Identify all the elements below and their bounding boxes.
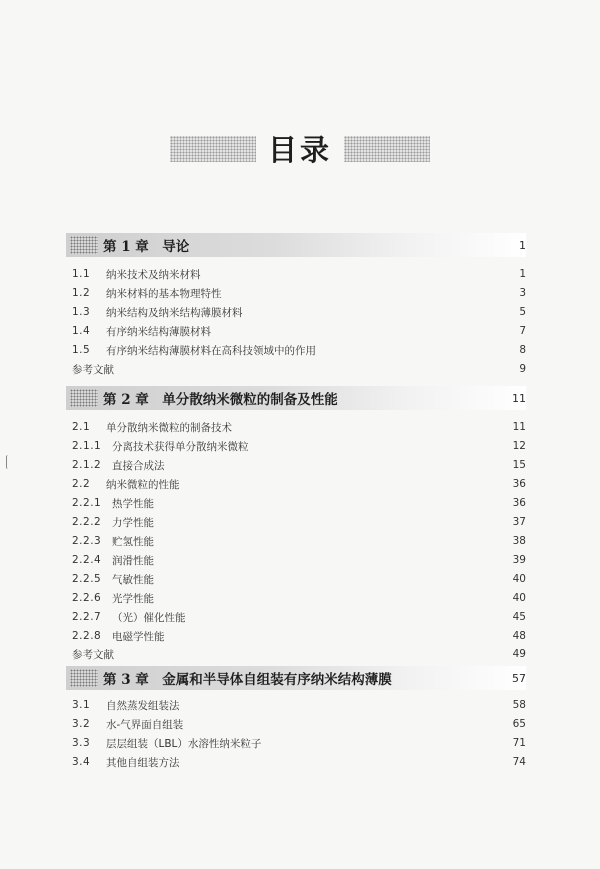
entry-title: 光学性能 — [112, 592, 154, 605]
entry-number: 2.2.5 — [72, 573, 102, 585]
toc-entry — [72, 627, 526, 645]
entry-page: 36 — [512, 497, 526, 509]
entry-page: 38 — [512, 535, 526, 547]
entry-title: 参考文献 — [72, 648, 114, 661]
entry-page: 37 — [512, 516, 526, 528]
toc-entry — [72, 341, 526, 359]
entry-title: 参考文献 — [72, 363, 114, 376]
entry-page: 45 — [512, 611, 526, 623]
entry-title: 分离技术获得单分散纳米微粒 — [112, 440, 249, 453]
entry-page: 9 — [519, 363, 526, 375]
chapter-page: 57 — [512, 671, 526, 685]
entry-number: 3.1 — [72, 699, 91, 711]
title-dot-band-left — [170, 136, 256, 162]
entry-title: 纳米微粒的性能 — [106, 478, 180, 491]
toc-entry — [72, 303, 526, 321]
entry-number: 2.2.2 — [72, 516, 102, 528]
entry-title: 层层组装（LBL）水溶性纳米粒子 — [106, 737, 262, 750]
entry-number: 2.1.1 — [72, 440, 102, 452]
entry-page: 36 — [512, 478, 526, 490]
entry-page: 11 — [512, 421, 526, 433]
entry-title: 其他自组装方法 — [106, 756, 180, 769]
entry-title: 贮氢性能 — [112, 535, 154, 548]
entry-title: 电磁学性能 — [112, 630, 165, 643]
chapter-label: 第 3 章 金属和半导体自组装有序纳米结构薄膜 — [103, 672, 392, 688]
toc-entry-references — [72, 645, 526, 663]
entry-title: （光）催化性能 — [112, 611, 186, 624]
toc-entry — [72, 608, 526, 626]
entry-page: 39 — [512, 554, 526, 566]
entry-number: 2.2.4 — [72, 554, 102, 566]
entry-title: 气敏性能 — [112, 573, 154, 586]
entry-page: 5 — [519, 306, 526, 318]
entry-title: 直接合成法 — [112, 459, 165, 472]
chapter-label: 第 1 章 导论 — [103, 239, 190, 255]
entry-title: 力学性能 — [112, 516, 154, 529]
entry-page: 8 — [519, 344, 526, 356]
entry-page: 12 — [512, 440, 526, 452]
entry-page: 71 — [512, 737, 526, 749]
entry-number: 3.4 — [72, 756, 91, 768]
toc-entry — [72, 265, 526, 283]
entry-page: 74 — [512, 756, 526, 768]
entry-page: 40 — [512, 573, 526, 585]
entry-number: 1.1 — [72, 268, 91, 280]
chapter-heading — [66, 666, 526, 690]
entry-number: 3.2 — [72, 718, 91, 730]
entry-number: 1.2 — [72, 287, 91, 299]
entry-title: 自然蒸发组装法 — [106, 699, 180, 712]
entry-title: 水-气界面自组装 — [106, 718, 184, 731]
entry-number: 1.4 — [72, 325, 91, 337]
entry-title: 纳米结构及纳米结构薄膜材料 — [106, 306, 243, 319]
chapter-page: 1 — [519, 238, 526, 252]
toc-entry — [72, 696, 526, 714]
entry-page: 40 — [512, 592, 526, 604]
chapter-dot-marker — [70, 236, 98, 254]
toc-entry — [72, 437, 526, 455]
entry-title: 纳米技术及纳米材料 — [106, 268, 201, 281]
entry-number: 2.1 — [72, 421, 91, 433]
title-dot-band-right — [344, 136, 430, 162]
chapter-dot-marker — [70, 389, 98, 407]
page-edge-mark — [6, 455, 10, 469]
toc-entry — [72, 494, 526, 512]
entry-page: 7 — [519, 325, 526, 337]
toc-entry — [72, 734, 526, 752]
entry-title: 纳米材料的基本物理特性 — [106, 287, 222, 300]
entry-page: 3 — [519, 287, 526, 299]
toc-entry — [72, 532, 526, 550]
entry-number: 2.1.2 — [72, 459, 102, 471]
toc-entry — [72, 475, 526, 493]
chapter-heading — [66, 386, 526, 410]
toc-entry — [72, 715, 526, 733]
entry-title: 有序纳米结构薄膜材料 — [106, 325, 211, 338]
entry-title: 有序纳米结构薄膜材料在高科技领域中的作用 — [106, 344, 316, 357]
entry-title: 热学性能 — [112, 497, 154, 510]
toc-entry — [72, 284, 526, 302]
entry-number: 2.2.6 — [72, 592, 102, 604]
chapter-page: 11 — [512, 391, 526, 405]
entry-page: 15 — [512, 459, 526, 471]
toc-entry — [72, 570, 526, 588]
entry-page: 48 — [512, 630, 526, 642]
entry-number: 1.5 — [72, 344, 91, 356]
chapter-heading — [66, 233, 526, 257]
toc-entry — [72, 418, 526, 436]
chapter-label: 第 2 章 单分散纳米微粒的制备及性能 — [103, 392, 338, 408]
chapter-dot-marker — [70, 669, 98, 687]
entry-number: 1.3 — [72, 306, 91, 318]
entry-page: 1 — [519, 268, 526, 280]
toc-entry — [72, 753, 526, 771]
toc-entry — [72, 551, 526, 569]
entry-number: 2.2 — [72, 478, 91, 490]
entry-page: 65 — [512, 718, 526, 730]
entry-number: 2.2.8 — [72, 630, 102, 642]
entry-title: 单分散纳米微粒的制备技术 — [106, 421, 232, 434]
toc-entry — [72, 456, 526, 474]
entry-number: 2.2.1 — [72, 497, 102, 509]
entry-page: 49 — [512, 648, 526, 660]
toc-title-block — [0, 128, 600, 169]
toc-entry — [72, 589, 526, 607]
page-title: 目录 — [267, 133, 332, 167]
toc-entry-references — [72, 360, 526, 378]
toc-entry — [72, 513, 526, 531]
toc-entry — [72, 322, 526, 340]
entry-page: 58 — [512, 699, 526, 711]
entry-number: 2.2.3 — [72, 535, 102, 547]
entry-title: 润滑性能 — [112, 554, 154, 567]
entry-number: 2.2.7 — [72, 611, 102, 623]
entry-number: 3.3 — [72, 737, 91, 749]
